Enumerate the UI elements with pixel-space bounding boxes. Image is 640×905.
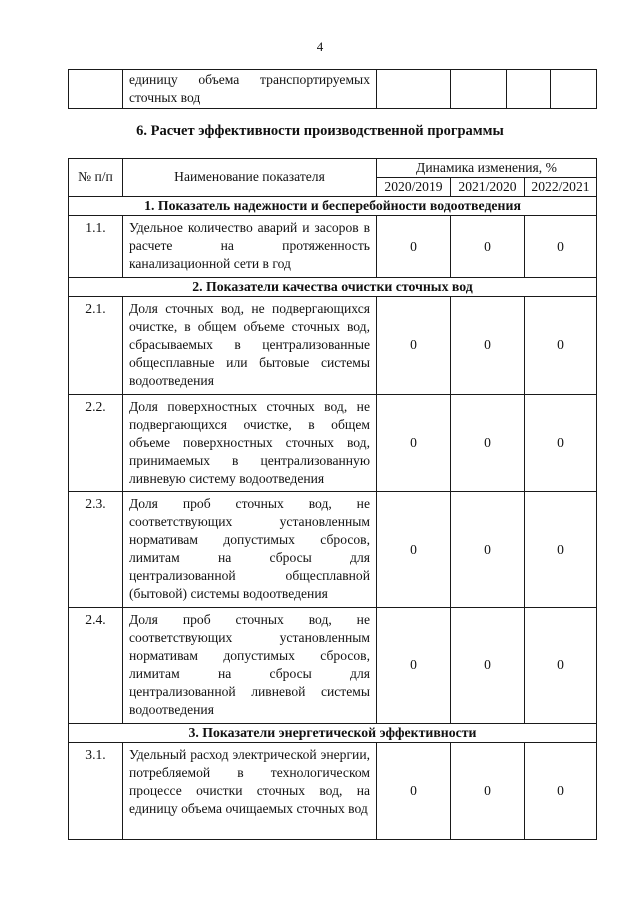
page-number: 4 [316, 39, 324, 54]
num-cell [69, 70, 123, 109]
row-description: Доля поверхностных сточных вод, не подвергающихся очистке, в общем объеме поверхностных сточных вод, принимаемых в централизованную ливневую систему водоотведения [123, 394, 377, 492]
row-description: Удельный расход электрической энергии, потребляемой в технологическом процессе очистки сточных вод, на единицу объема очищаемых сточных вод [123, 742, 377, 839]
row-num: 2.1. [69, 297, 123, 395]
section-heading: 6. Расчет эффективности производственной программы [136, 123, 504, 139]
row-num: 3.1. [69, 742, 123, 839]
table-row [69, 742, 597, 839]
value-cell [551, 70, 597, 109]
efficiency-table [68, 158, 597, 840]
row-description: Доля проб сточных вод, не соответствующих установленным нормативам допустимых сбросов, лимитам на сбросы для централизованной общесплавной (бытовой) системы водоотведения [123, 492, 377, 608]
table-row [69, 297, 597, 395]
row-value: 0 [525, 297, 597, 395]
section-title: 1. Показатель надежности и бесперебойности водоотведения [69, 196, 597, 215]
row-description: Доля проб сточных вод, не соответствующих установленным нормативам допустимых сбросов, лимитам на сбросы для централизованной ливневой системы водоотведения [123, 608, 377, 724]
row-value: 0 [525, 216, 597, 278]
row-value: 0 [525, 492, 597, 608]
row-description: Доля сточных вод, не подвергающихся очистке, в общем объеме сточных вод, сбрасываемых в централизованные общесплавные или бытовые системы водоотведения [123, 297, 377, 395]
row-description: Удельное количество аварий и засоров в расчете на протяженность канализационной сети в год [123, 216, 377, 278]
header-year: 2022/2021 [525, 177, 597, 196]
section-row [69, 196, 597, 215]
table-row [69, 216, 597, 278]
row-value: 0 [525, 608, 597, 724]
value-cell [451, 70, 507, 109]
row-value: 0 [377, 394, 451, 492]
row-value: 0 [377, 492, 451, 608]
section-row [69, 277, 597, 296]
row-value: 0 [525, 394, 597, 492]
row-value: 0 [377, 742, 451, 839]
row-value: 0 [377, 216, 451, 278]
value-cell [507, 70, 551, 109]
row-num: 1.1. [69, 216, 123, 278]
section-row [69, 723, 597, 742]
row-value: 0 [525, 742, 597, 839]
row-value: 0 [451, 394, 525, 492]
header-num: № п/п [69, 159, 123, 197]
header-year: 2020/2019 [377, 177, 451, 196]
section-title: 3. Показатели энергетической эффективности [69, 723, 597, 742]
row-num: 2.3. [69, 492, 123, 608]
row-num: 2.4. [69, 608, 123, 724]
row-num: 2.2. [69, 394, 123, 492]
row-value: 0 [451, 492, 525, 608]
description-cell: единицу объема транспортируемых сточных вод [123, 70, 377, 109]
row-value: 0 [377, 608, 451, 724]
header-year: 2021/2020 [451, 177, 525, 196]
table-row [69, 492, 597, 608]
header-dynamics: Динамика изменения, % [377, 159, 597, 178]
section-title: 2. Показатели качества очистки сточных вод [69, 277, 597, 296]
row-value: 0 [451, 742, 525, 839]
row-value: 0 [451, 297, 525, 395]
row-value: 0 [377, 297, 451, 395]
value-cell [377, 70, 451, 109]
table-row [69, 394, 597, 492]
table-row [69, 608, 597, 724]
row-value: 0 [451, 216, 525, 278]
previous-table-fragment [68, 69, 597, 109]
header-name: Наименование показателя [123, 159, 377, 197]
header-row [69, 159, 597, 178]
row-value: 0 [451, 608, 525, 724]
table-row [69, 70, 597, 109]
